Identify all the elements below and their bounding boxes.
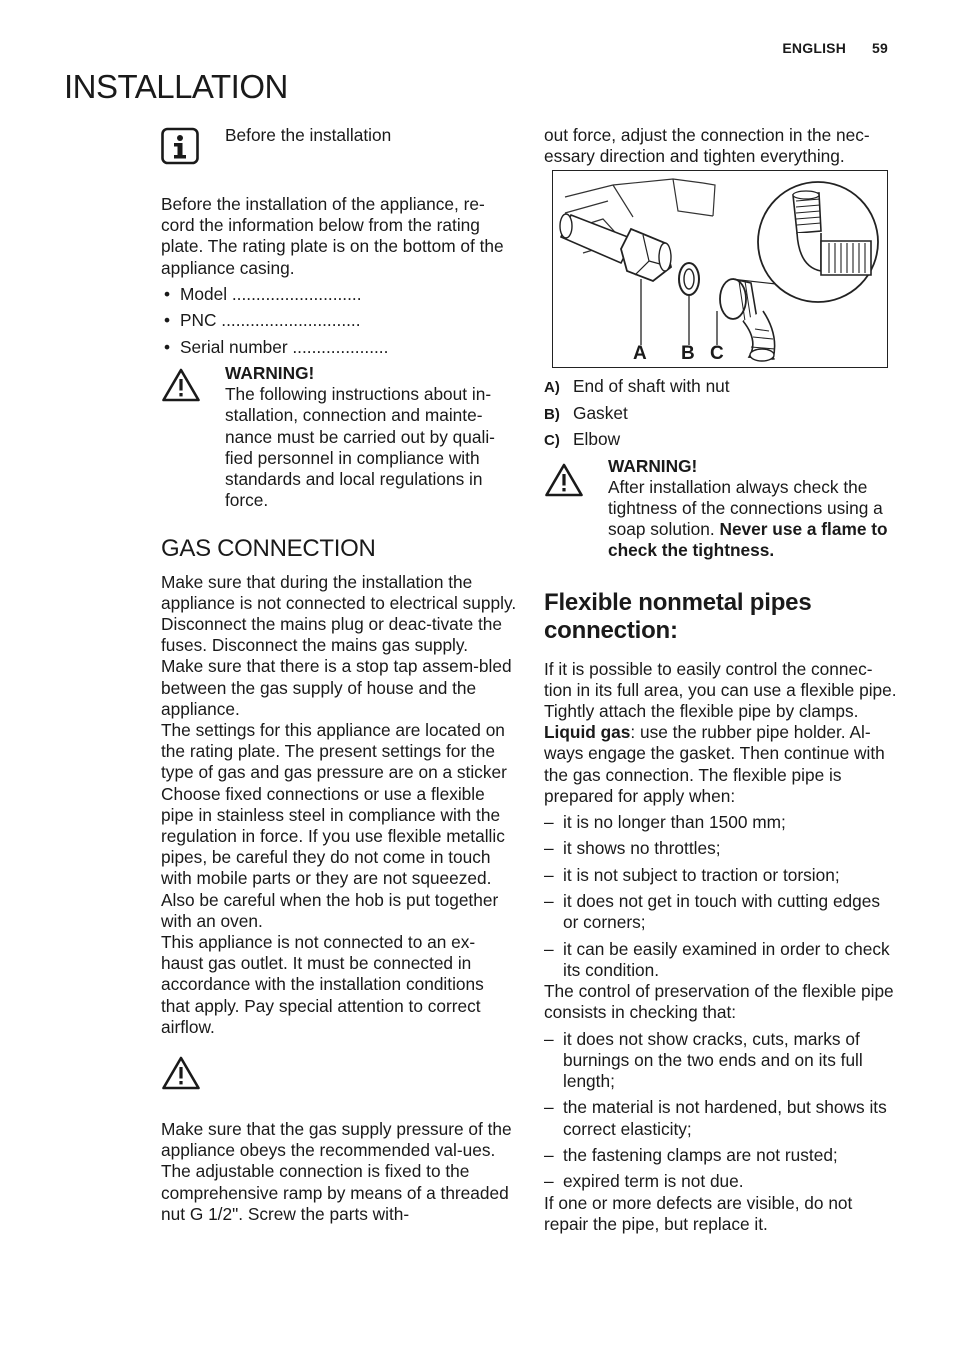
gas-paragraph: Choose fixed connections or use a flexible pipe in stainless steel in compliance with the regulation in force. If you use flexible metallic pipes, be careful they do not come in touch with mobile parts or they are not squeezed. Also be careful when the hob is put together with an oven. bbox=[161, 783, 505, 931]
info-icon bbox=[161, 127, 199, 170]
warning-note bbox=[161, 363, 517, 511]
connection-diagram bbox=[552, 170, 888, 368]
right-column bbox=[544, 125, 898, 1235]
legend-item bbox=[544, 429, 898, 450]
legend-key: A) bbox=[544, 379, 560, 397]
page-number: 59 bbox=[872, 40, 888, 56]
list-item: – the fastening clamps are not rusted; bbox=[544, 1145, 898, 1166]
intro-paragraph: Before the installation of the appliance, re-cord the information below from the rating plate. The rating plate is on the bottom of the appliance casing. bbox=[161, 194, 504, 278]
list-item: • Serial number .................... bbox=[161, 337, 517, 358]
label-c: C bbox=[710, 343, 724, 365]
legend-item bbox=[544, 376, 898, 397]
warning-text: The following instructions about in-stallation, connection and mainte-nance must be carried out by quali-fied personnel in compliance with standards and local regulations in force. bbox=[225, 384, 495, 511]
list-item: – it does not get in touch with cutting edges or corners; bbox=[544, 891, 898, 933]
warning-title: WARNING! bbox=[608, 455, 698, 476]
gas-paragraph: The settings for this appliance are located on the rating plate. The present settings for the type of gas and gas pressure are on a sticker bbox=[161, 720, 507, 783]
list-item: – it can be easily examined in order to check its condition. bbox=[544, 939, 898, 981]
list-item: – it does not show cracks, cuts, marks of burnings on the two ends and on its full length; bbox=[544, 1029, 898, 1093]
warning-text-bold: Never use a flame to check the tightness. bbox=[608, 519, 888, 561]
flex-paragraph: If it is possible to easily control the connec-tion in its full area, you can use a flexible pipe. Tightly attach the flexible pipe by clamps. bbox=[544, 658, 897, 721]
warning-title: WARNING! bbox=[225, 362, 315, 383]
list-item: – expired term is not due. bbox=[544, 1171, 898, 1192]
flex-paragraph bbox=[544, 722, 898, 807]
continued-paragraph: out force, adjust the connection in the nec-essary direction and tighten everything. bbox=[544, 125, 870, 167]
legend-key: C) bbox=[544, 432, 560, 450]
list-item: – it is not subject to traction or torsion; bbox=[544, 865, 898, 886]
liquid-gas-label: Liquid gas bbox=[544, 722, 631, 743]
flexible-pipes-heading: Flexible nonmetal pipes connection: bbox=[544, 588, 812, 644]
liquid-gas-text: : use the rubber pipe holder. Al-ways engage the gasket. Then continue with the gas connection. The flexible pipe is prepared for apply when: bbox=[544, 722, 885, 806]
checks-list bbox=[544, 1029, 898, 1193]
connection-illustration bbox=[553, 171, 887, 367]
list-item: • Model ........................... bbox=[161, 284, 517, 305]
left-column bbox=[161, 125, 517, 1225]
legend-text: Gasket bbox=[573, 402, 628, 423]
conditions-list bbox=[544, 812, 898, 981]
list-item: • PNC ............................. bbox=[161, 310, 517, 331]
warning-icon bbox=[544, 462, 584, 503]
rating-plate-list bbox=[161, 284, 517, 358]
flex-paragraph: The control of preservation of the flexible pipe consists in checking that: bbox=[544, 981, 894, 1023]
gas-paragraph: Make sure that the gas supply pressure of the appliance obeys the recommended val-ues. The adjustable connection is fixed to the comprehensive ramp by means of a threaded nut G 1/2". Screw the parts with- bbox=[161, 1119, 512, 1224]
header-language: ENGLISH bbox=[782, 40, 847, 56]
gas-paragraph: Make sure that there is a stop tap assem-bled between the gas supply of house and the appliance. bbox=[161, 656, 512, 719]
gas-paragraph: This appliance is not connected to an ex-haust gas outlet. It must be connected in accordance with the installation conditions that apply. Pay special attention to correct airflow. bbox=[161, 932, 484, 1037]
label-b: B bbox=[681, 343, 695, 365]
flex-paragraph: If one or more defects are visible, do not repair the pipe, but replace it. bbox=[544, 1192, 853, 1234]
legend-text: Elbow bbox=[573, 429, 621, 450]
figure-legend bbox=[544, 376, 898, 450]
legend-key: B) bbox=[544, 405, 560, 423]
warning-note bbox=[544, 456, 898, 562]
list-item: – the material is not hardened, but shows its correct elasticity; bbox=[544, 1097, 898, 1139]
info-note bbox=[161, 125, 517, 167]
page-title: INSTALLATION bbox=[64, 68, 288, 105]
list-item: – it is no longer than 1500 mm; bbox=[544, 812, 898, 833]
gas-connection-heading: GAS CONNECTION bbox=[161, 535, 376, 563]
legend-text: End of shaft with nut bbox=[573, 376, 730, 397]
page-header bbox=[782, 40, 888, 56]
info-note-text: Before the installation bbox=[225, 125, 392, 145]
warning-icon-standalone bbox=[161, 1055, 517, 1095]
warning-text bbox=[608, 477, 898, 562]
legend-item bbox=[544, 403, 898, 424]
warning-text-normal: After installation always check the tightness of the connections using a soap solution. bbox=[608, 476, 883, 540]
label-a: A bbox=[633, 343, 647, 365]
gas-paragraph: Make sure that during the installation the appliance is not connected to electrical supply. Disconnect the mains plug or deac-tivate the fuses. Disconnect the mains gas supply. bbox=[161, 571, 517, 656]
list-item: – it shows no throttles; bbox=[544, 838, 898, 859]
warning-icon bbox=[161, 367, 201, 408]
